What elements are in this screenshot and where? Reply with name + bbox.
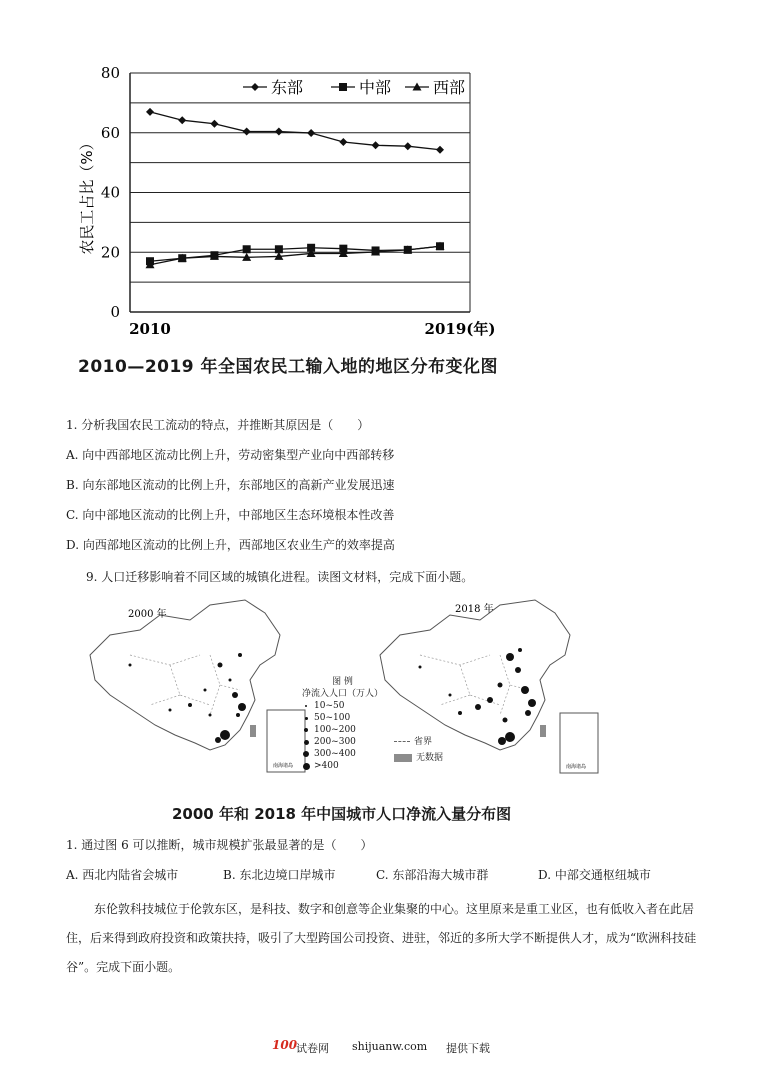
data-point [404,142,412,150]
province-boundaries [130,655,240,715]
nodata-swatch-icon [394,754,412,762]
x-tick-label: 2019(年) [424,320,496,338]
legend-item-label: >400 [314,761,339,771]
data-point [275,128,283,136]
map-2000-year: 2000 年 [128,609,167,620]
legend-label: 中部 [359,78,392,97]
data-point [178,116,186,124]
footer-download: 提供下载 [446,1042,490,1055]
y-tick-label: 60 [100,123,120,142]
question-2-stem: 1. 通过图 6 可以推断，城市规模扩张最显著的是（ ） [66,838,373,852]
nodata-taiwan [250,725,256,737]
question-2-option-b: B. 东北边境口岸城市 [223,868,336,882]
y-axis-label: 农民工占比（%） [78,135,96,255]
dot-size-icon [305,705,307,707]
dot-size-icon [305,717,308,720]
question-2-option-c: C. 东部沿海大城市群 [376,868,489,882]
footer-logo: 100 [272,1038,298,1052]
dot-size-icon [303,763,310,770]
inset-label: 南海诸岛 [273,763,294,769]
question-1-option-b: B. 向东部地区流动的比例上升，东部地区的高新产业发展迅速 [66,478,395,492]
data-point [146,108,154,116]
series-line [150,246,440,261]
passage: 东伦敦科技城位于伦敦东区，是科技、数字和创意等企业集聚的中心。这里原来是重工业区，也有低收入者在此居住，后来得到政府投资和政策扶持，吸引了大型跨国公司投资、进驻，邻近的多所大学不断提供人才，成为“欧洲科技硅谷”。完成下面小题。 [66,902,697,974]
series-diamond [146,108,444,154]
footer-url: shijuanw.com [352,1040,428,1053]
series-square [146,242,444,265]
chart-legend [243,78,465,97]
map-2018-year: 2018 年 [455,604,494,615]
legend-title: 图 例 [332,677,353,687]
legend-item-label: 10~50 [314,701,345,711]
inset-label: 南海诸岛 [566,764,587,770]
y-tick-label: 0 [110,303,120,321]
data-point [436,146,444,154]
y-tick-label: 40 [100,183,120,202]
nodata-taiwan [540,725,546,737]
data-point [372,141,380,149]
dot-size-icon [303,751,309,757]
city-dots [129,653,247,743]
question-2-option-a: A. 西北内陆省会城市 [66,868,179,882]
boundary-label: 省界 [414,737,433,747]
legend-item-label: 200~300 [314,737,356,747]
data-point [251,83,259,91]
legend-item-label: 100~200 [314,725,356,735]
legend-item-label: 50~100 [314,713,351,723]
data-point [243,128,251,136]
x-tick-label: 2010 [129,320,171,338]
boundary-legend [394,736,443,764]
series-triangle [146,242,445,269]
line-chart [60,55,496,345]
legend-subtitle: 净流入人口（万人） [302,689,384,699]
dot-size-icon [304,740,309,745]
legend-label: 西部 [433,78,466,97]
legend-label: 东部 [271,78,304,97]
data-point [307,129,315,137]
question-9-intro: 9. 人口迁移影响着不同区域的城镇化进程。读图文材料，完成下面小题。 [86,570,474,584]
chart-series [146,108,445,268]
footer-site-name: 试卷网 [296,1042,329,1055]
legend-item-label: 300~400 [314,749,356,759]
question-1-option-c: C. 向中部地区流动的比例上升，中部地区生态环境根本性改善 [66,508,395,522]
question-1-stem: 1. 分析我国农民工流动的特点，并推断其原因是（ ） [66,418,370,432]
province-boundaries [420,655,530,715]
maps-title: 2000 年和 2018 年中国城市人口净流入量分布图 [172,805,512,823]
series-line [150,112,440,150]
boundary-line-icon [394,741,410,742]
x-axis-ticks [129,320,495,338]
dot-size-icon [304,728,308,732]
data-point [210,120,218,128]
question-1-option-d: D. 向西部地区流动的比例上升，西部地区农业生产的效率提高 [66,538,395,552]
y-tick-label: 80 [100,64,120,82]
city-dots [419,648,537,745]
chart-grid [130,73,470,312]
y-tick-label: 20 [100,243,120,262]
nodata-label: 无数据 [416,753,444,763]
question-1-option-a: A. 向中西部地区流动比例上升，劳动密集型产业向中西部转移 [66,448,395,462]
data-point [339,138,347,146]
data-point [339,83,347,91]
data-point [243,245,251,253]
question-2-option-d: D. 中部交通枢纽城市 [538,868,651,882]
y-axis-ticks [101,64,120,321]
chart-title: 2010—2019 年全国农民工输入地的地区分布变化图 [78,357,499,377]
